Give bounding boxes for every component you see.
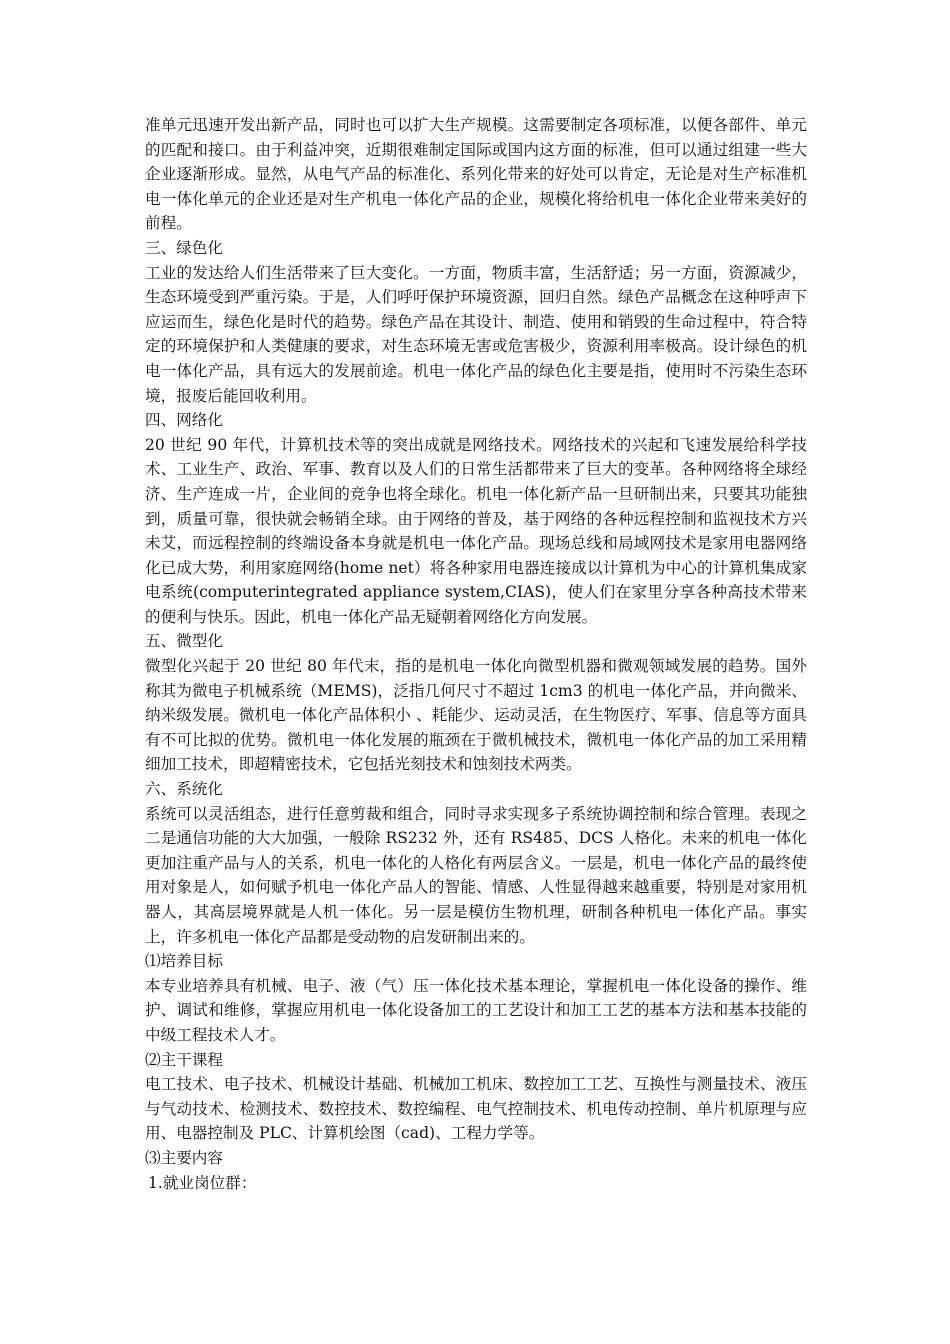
heading-green: 三、绿色化	[145, 238, 223, 257]
heading-main-content: ⑶主要内容	[145, 1148, 223, 1167]
heading-system: 六、系统化	[145, 780, 223, 799]
heading-main-courses: ⑵主干课程	[145, 1050, 223, 1069]
document-page	[145, 113, 807, 1195]
paragraph-training-goal: 本专业培养具有机械、电子、液（气）压一体化技术基本理论，掌握机电一体化设备的操作、维护、调试和维修，掌握应用机电一体化设备加工的工艺设计和加工工艺的基本方法和基本技能的中级工程技术人才。	[145, 976, 807, 1044]
paragraph-network: 20 世纪 90 年代，计算机技术等的突出成就是网络技术。网络技术的兴起和飞速发展给科学技术、工业生产、政治、军事、教育以及人们的日常生活都带来了巨大的变革。各种网络将全球经济、生产连成一片，企业间的竞争也将全球化。机电一体化新产品一旦研制出来，只要其功能独到，质量可靠，很快就会畅销全球。由于网络的普及，基于网络的各种远程控制和监视技术方兴未艾，而远程控制的终端设备本身就是机电一体化产品。现场总线和局域网技术是家用电器网络化已成大势，利用家庭网络(home net）将各种家用电器连接成以计算机为中心的计算机集成家电系统(computerintegrated appliance system,CIAS)，使人们在家里分享各种高技术带来的便利与快乐。因此，机电一体化产品无疑朝着网络化方向发展。	[145, 435, 807, 626]
heading-training-goal: ⑴培养目标	[145, 952, 223, 971]
paragraph-system: 系统可以灵活组态，进行任意剪裁和组合，同时寻求实现多子系统协调控制和综合管理。表现之二是通信功能的大大加强，一般除 RS232 外，还有 RS485、DCS 人格化。未来的机电一体化更加注重产品与人的关系，机电一体化的人格化有两层含义。一层是，机电一体化产品的最终使用对象是人，如何赋予机电一体化产品人的智能、情感、人性显得越来越重要，特别是对家用机器人，其高层境界就是人机一体化。另一层是模仿生物机理，研制各种机电一体化产品。事实上，许多机电一体化产品都是受动物的启发研制出来的。	[145, 804, 807, 946]
heading-network: 四、网络化	[145, 411, 223, 430]
paragraph-main-courses: 电工技术、电子技术、机械设计基础、机械加工机床、数控加工工艺、互换性与测量技术、液压与气动技术、检测技术、数控技术、数控编程、电气控制技术、机电传动控制、单片机原理与应用、电器控制及 PLC、计算机绘图（cad)、工程力学等。	[145, 1075, 807, 1143]
paragraph-standardization: 准单元迅速开发出新产品，同时也可以扩大生产规模。这需要制定各项标准，以便各部件、单元的匹配和接口。由于利益冲突，近期很难制定国际或国内这方面的标准，但可以通过组建一些大企业逐渐形成。显然，从电气产品的标准化、系列化带来的好处可以肯定，无论是对生产标准机电一体化单元的企业还是对生产机电一体化产品的企业，规模化将给机电一体化企业带来美好的前程。	[145, 116, 807, 233]
paragraph-micro: 微型化兴起于 20 世纪 80 年代末，指的是机电一体化向微型机器和微观领域发展的趋势。国外称其为微电子机械系统（MEMS)，泛指几何尺寸不超过 1cm3 的机电一体化产品，并向微米、纳米级发展。微机电一体化产品体积小 、耗能少、运动灵活，在生物医疗、军事、信息等方面具有不可比拟的优势。微机电一体化发展的瓶颈在于微机械技术，微机电一体化产品的加工采用精细加工技术，即超精密技术，它包括光刻技术和蚀刻技术两类。	[145, 657, 807, 774]
heading-micro: 五、微型化	[145, 632, 223, 651]
heading-job-positions: 1.就业岗位群：	[148, 1173, 257, 1192]
paragraph-green: 工业的发达给人们生活带来了巨大变化。一方面，物质丰富，生活舒适；另一方面，资源减少，生态环境受到严重污染。于是，人们呼吁保护环境资源，回归自然。绿色产品概念在这种呼声下应运而生，绿色化是时代的趋势。绿色产品在其设计、制造、使用和销毁的生命过程中，符合特定的环境保护和人类健康的要求，对生态环境无害或危害极少，资源利用率极高。设计绿色的机电一体化产品，具有远大的发展前途。机电一体化产品的绿色化主要是指，使用时不污染生态环境，报废后能回收利用。	[145, 263, 807, 405]
